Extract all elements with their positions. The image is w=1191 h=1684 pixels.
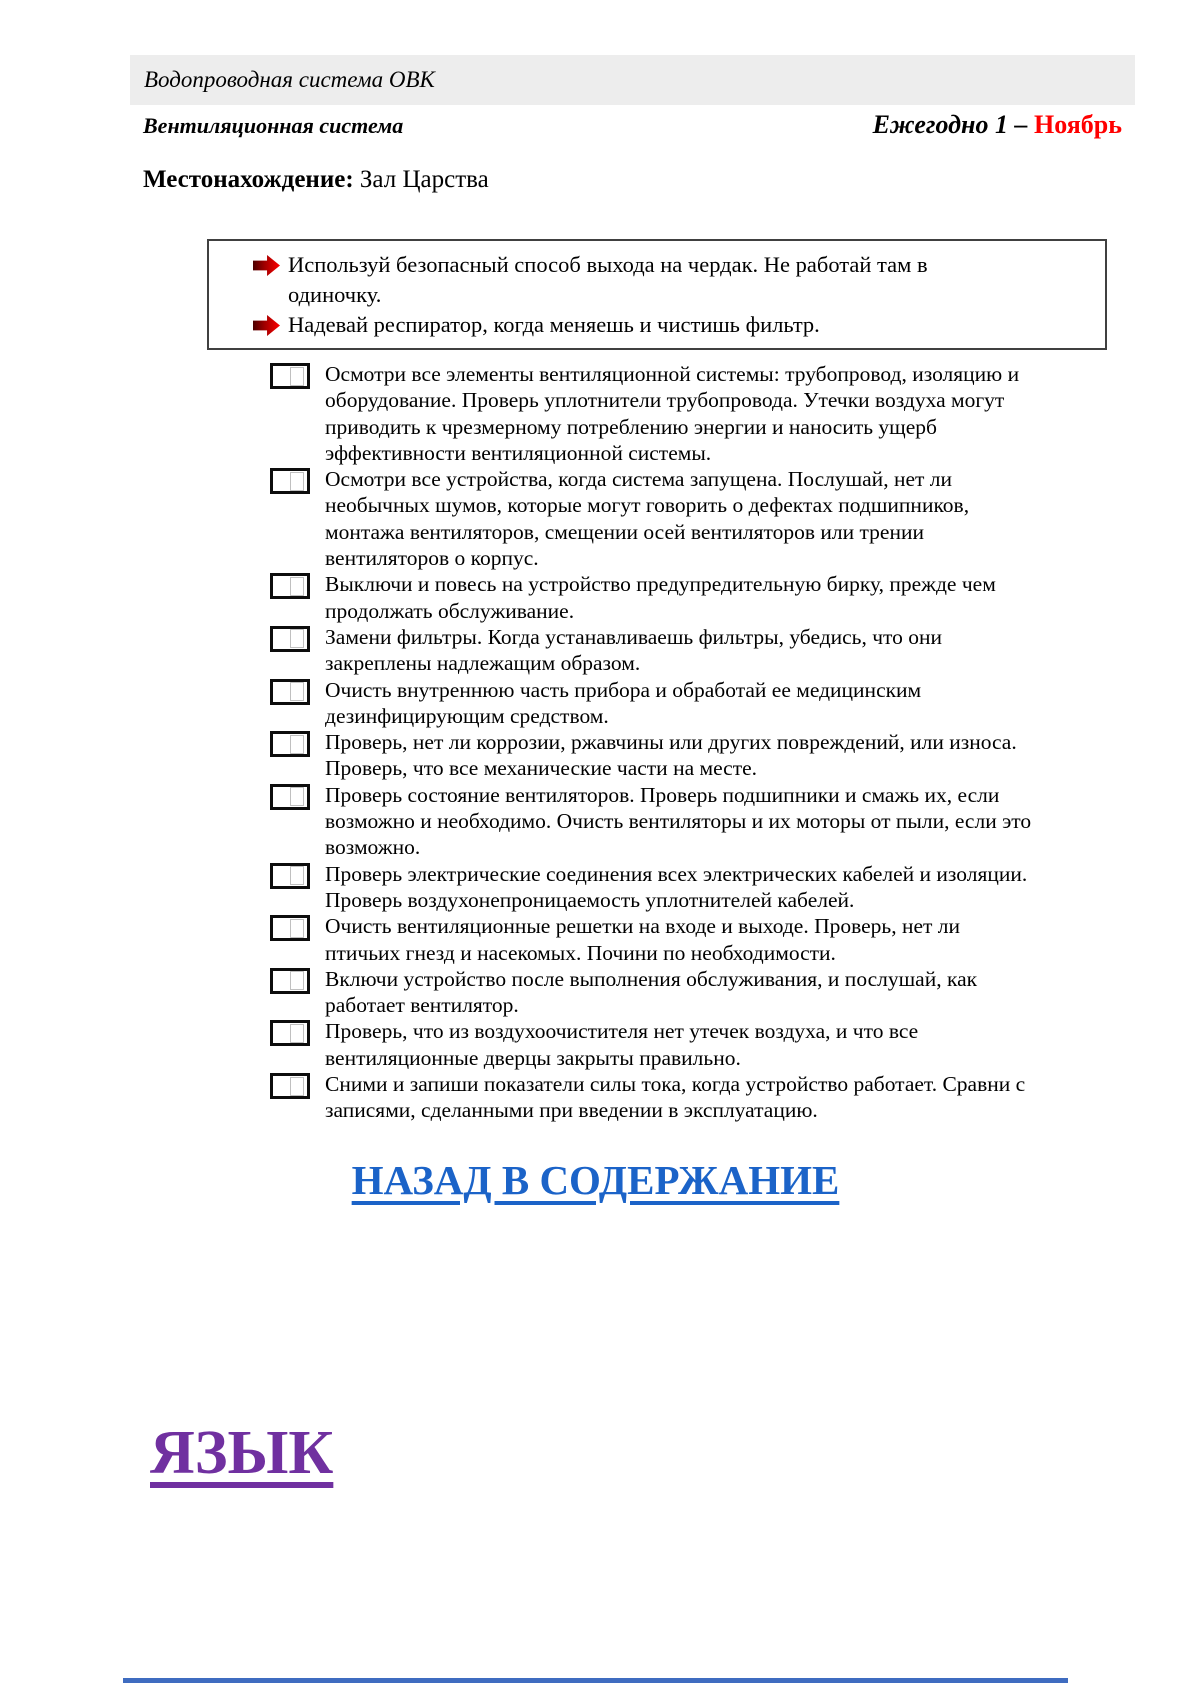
checkbox-icon[interactable] — [270, 626, 310, 652]
system-title: Водопроводная система ОВК — [144, 67, 435, 92]
warning-text: Надевай респиратор, когда меняешь и чистишь фильтр. — [288, 312, 820, 337]
missing-glyph-box — [290, 577, 304, 596]
warning-item — [223, 250, 1089, 310]
checklist-item-text: Замени фильтры. Когда устанавливаешь фильтры, убедись, что они закреплены надлежащим образом. — [325, 624, 943, 676]
checklist-item-text: Проверь, что из воздухоочистителя нет утечек воздуха, и что все вентиляционные дверцы закрыты правильно. — [325, 1019, 919, 1070]
checkbox-icon[interactable] — [270, 1020, 310, 1046]
checkbox-icon[interactable] — [270, 784, 310, 810]
checkbox-icon[interactable] — [270, 863, 310, 889]
checklist-item — [270, 913, 1036, 966]
back-to-contents-link[interactable]: НАЗАД В СОДЕРЖАНИЕ — [351, 1157, 840, 1203]
checkbox-icon[interactable] — [270, 468, 310, 494]
location-value: Зал Царства — [359, 166, 489, 193]
checklist-item — [270, 677, 1036, 730]
checklist-item — [270, 966, 1036, 1019]
checklist-item-text: Проверь, нет ли коррозии, ржавчины или других повреждений, или износа. Проверь, что все механические части на месте. — [325, 730, 1017, 781]
location-label: Местонахождение: — [143, 166, 354, 193]
red-arrow-icon — [253, 255, 280, 276]
checklist-item-text: Проверь электрические соединения всех электрических кабелей и изоляции. Проверь воздухонепроницаемость уплотнителей кабелей. — [325, 861, 1028, 912]
schedule-label — [873, 110, 1122, 140]
checkbox-icon[interactable] — [270, 573, 310, 599]
missing-glyph-box — [290, 629, 304, 648]
section-header-row — [143, 110, 1122, 140]
location-line — [143, 166, 489, 194]
missing-glyph-box — [290, 472, 304, 491]
warning-text: Используй безопасный способ выхода на чердак. Не работай там в одиночку. — [288, 252, 928, 307]
checklist-item — [270, 729, 1036, 782]
checkbox-icon[interactable] — [270, 363, 310, 389]
checkbox-icon[interactable] — [270, 731, 310, 757]
checkbox-icon[interactable] — [270, 915, 310, 941]
language-link[interactable]: ЯЗЫК — [150, 1419, 334, 1487]
checklist-item-text: Выключи и повесь на устройство предупредительную бирку, прежде чем продолжать обслуживание. — [325, 572, 996, 623]
schedule-month: Ноябрь — [1033, 110, 1122, 139]
checklist-item-text: Проверь состояние вентиляторов. Проверь подшипники и смажь их, если возможно и необходимо. Очисть вентиляторы и их моторы от пыли, если это возможно. — [325, 782, 1032, 860]
missing-glyph-box — [290, 787, 304, 806]
schedule-frequency: Ежегодно 1 – — [872, 110, 1034, 139]
language-link-row — [150, 1418, 333, 1489]
missing-glyph-box — [290, 682, 304, 701]
missing-glyph-box — [290, 735, 304, 754]
missing-glyph-box — [290, 866, 304, 885]
back-link-row — [0, 1156, 1191, 1204]
safety-warning-box — [207, 239, 1107, 350]
checklist-item — [270, 624, 1036, 677]
missing-glyph-box — [290, 1024, 304, 1043]
page-header-bar — [130, 55, 1135, 105]
checkbox-icon[interactable] — [270, 968, 310, 994]
checkbox-icon[interactable] — [270, 1073, 310, 1099]
checkbox-icon[interactable] — [270, 679, 310, 705]
checklist-item-text: Очисть внутреннюю часть прибора и обработай ее медицинским дезинфицирующим средством. — [325, 677, 922, 728]
checklist-item — [270, 1018, 1036, 1071]
checklist-item — [270, 1071, 1036, 1124]
footer-rule — [123, 1678, 1068, 1683]
red-arrow-icon — [253, 315, 280, 336]
checklist-item-text: Включи устройство после выполнения обслуживания, и послушай, как работает вентилятор. — [325, 966, 978, 1018]
maintenance-checklist — [270, 361, 1036, 1124]
checklist-item-text: Очисть вентиляционные решетки на входе и выходе. Проверь, нет ли птичьих гнезд и насекомых. Почини по необходимости. — [325, 914, 961, 965]
checklist-item — [270, 861, 1036, 914]
missing-glyph-box — [290, 1077, 304, 1096]
checklist-item — [270, 466, 1036, 571]
checklist-item — [270, 361, 1036, 466]
missing-glyph-box — [290, 971, 304, 990]
checklist-item-text: Осмотри все элементы вентиляционной системы: трубопровод, изоляцию и оборудование. Проверь уплотнители трубопровода. Утечки воздуха могут приводить к чрезмерному потреблению энергии и наносить ущерб эффективности вентиляционной системы. — [325, 362, 1020, 465]
section-title: Вентиляционная система — [143, 113, 404, 138]
checklist-item — [270, 782, 1036, 861]
checklist-item — [270, 571, 1036, 624]
missing-glyph-box — [290, 919, 304, 938]
checklist-item-text: Сними и запиши показатели силы тока, когда устройство работает. Сравни с записями, сделанными при введении в эксплуатацию. — [325, 1072, 1026, 1123]
missing-glyph-box — [290, 367, 304, 386]
warning-item — [223, 310, 1089, 340]
checklist-item-text: Осмотри все устройства, когда система запущена. Послушай, нет ли необычных шумов, которые могут говорить о дефектах подшипников, монтажа вентиляторов, смещении осей вентиляторов или трении вентиляторов о корпус. — [325, 467, 970, 571]
